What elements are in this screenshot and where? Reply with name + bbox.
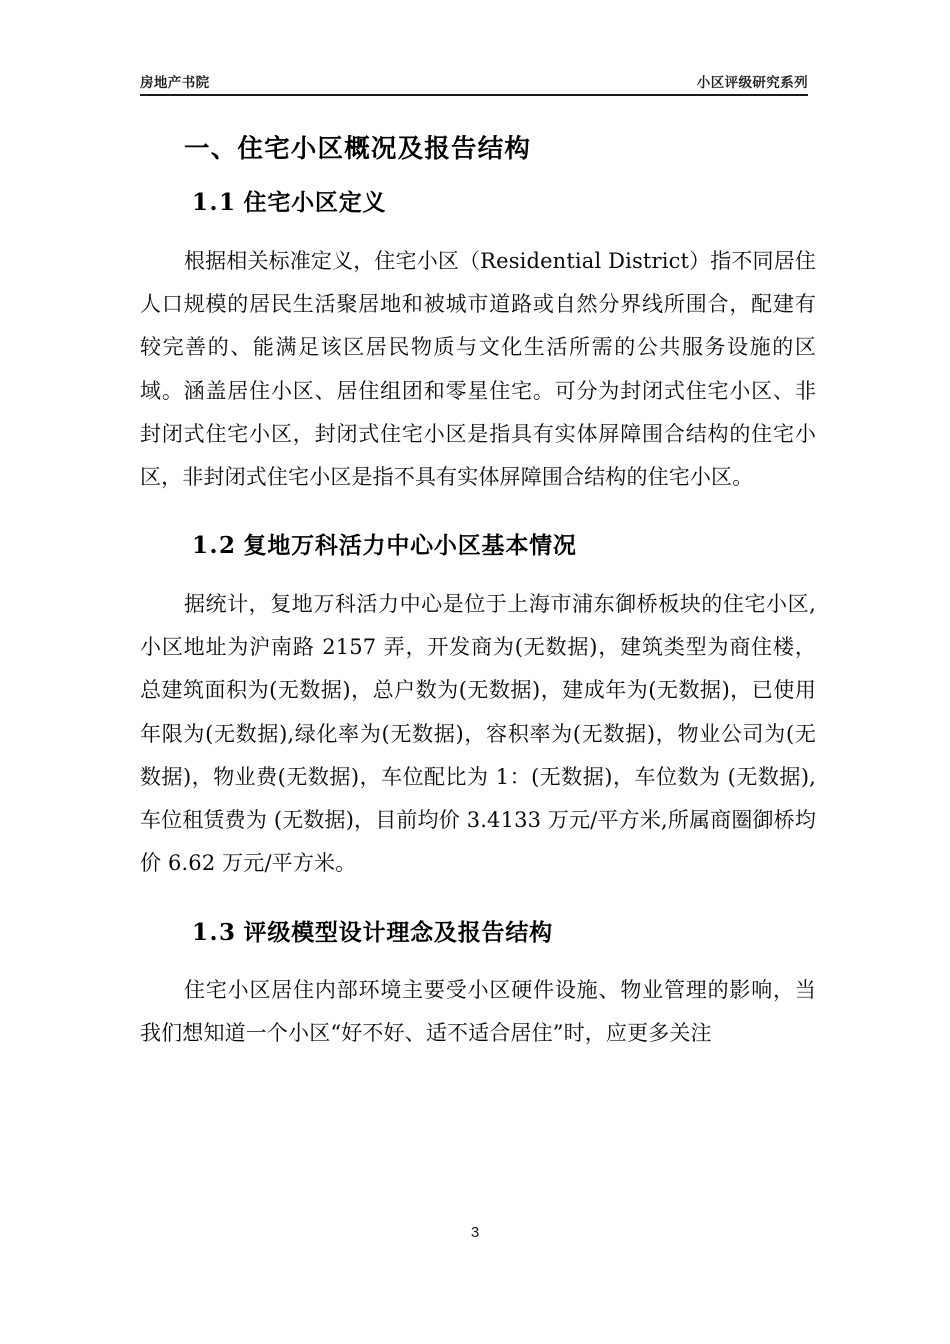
section-heading-1: 一、住宅小区概况及报告结构 xyxy=(184,134,532,164)
subsection-number-1-3: 1.3 xyxy=(192,918,237,946)
subsection-number-1-2: 1.2 xyxy=(192,532,237,560)
page-number: 3 xyxy=(470,1224,480,1241)
spacer xyxy=(140,950,816,969)
subsection-label-1-2: 复地万科活力中心小区基本情况 xyxy=(243,532,577,560)
subsection-number-1-1: 1.1 xyxy=(192,189,237,217)
spacer xyxy=(140,168,816,186)
paragraph-1-1: 根据相关标准定义，住宅小区（Residential District）指不同居住人口规模的居民生活聚居地和被城市道路或自然分界线所围合，配建有较完善的、能满足该区居民物质与文化生活所需的公共服务设施的区域。涵盖居住小区、居住组团和零星住宅。可分为封闭式住宅小区、非封闭式住宅小区，封闭式住宅小区是指具有实体屏障围合结构的住宅小区，非封闭式住宅小区是指不具有实体屏障围合结构的住宅小区。 xyxy=(140,248,816,489)
document-content xyxy=(140,130,816,1056)
spacer xyxy=(140,499,816,529)
spacer xyxy=(140,564,816,583)
running-header xyxy=(140,62,808,96)
header-series: 小区评级研究系列 xyxy=(696,75,808,91)
spacer xyxy=(140,221,816,240)
subsection-heading-1-2 xyxy=(140,529,816,564)
header-publisher: 房地产书院 xyxy=(140,75,210,91)
subsection-heading-1-3 xyxy=(140,916,816,951)
subsection-label-1-1: 住宅小区定义 xyxy=(243,189,387,217)
paragraph-1-3: 住宅小区居住内部环境主要受小区硬件设施、物业管理的影响，当我们想知道一个小区“好不好、适不适合居住”时，应更多关注 xyxy=(140,978,816,1046)
page-footer xyxy=(0,1222,950,1241)
subsection-heading-1-1 xyxy=(140,186,816,221)
spacer xyxy=(140,886,816,916)
paragraph-1-2: 据统计，复地万科活力中心是位于上海市浦东御桥板块的住宅小区,小区地址为沪南路 2157 弄，开发商为(无数据)，建筑类型为商住楼，总建筑面积为(无数据)，总户数为(无数据)，建成年为(无数据)，已使用年限为(无数据),绿化率为(无数据)，容积率为(无数据)，物业公司为(无数据)，物业费(无数据)，车位配比为 1：(无数据)，车位数为 (无数据),车位租赁费为 (无数据)，目前均价 3.4133 万元/平方米,所属商圈御桥均价 6.62 万元/平方米。 xyxy=(140,591,816,876)
subsection-label-1-3: 评级模型设计理念及报告结构 xyxy=(243,918,553,946)
